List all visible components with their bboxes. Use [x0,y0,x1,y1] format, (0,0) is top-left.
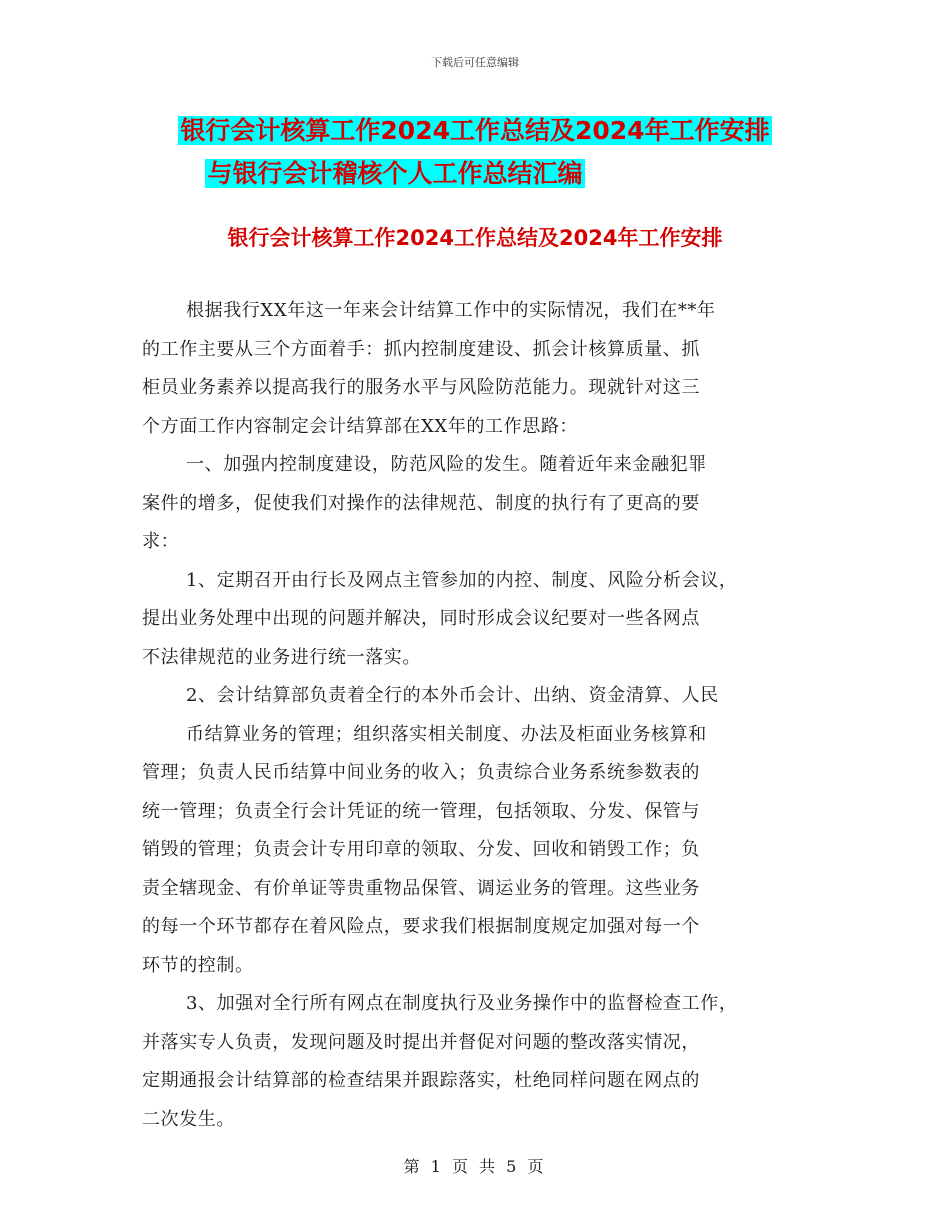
body-text [142,292,822,1139]
paragraph-line: 环节的控制。 [142,954,254,976]
paragraph-line: 销毁的管理；负责会计专用印章的领取、分发、回收和销毁工作；负 [142,839,700,860]
paragraph-line: 币结算业务的管理；组织落实相关制度、办法及柜面业务核算和 [186,723,707,745]
section-title: 银行会计核算工作2024工作总结及2024年工作安排 [227,226,723,250]
paragraph-line: 定期通报会计结算部的检查结果并跟踪落实，杜绝同样问题在网点的 [142,1070,700,1091]
paragraph-line: 求： [142,531,180,552]
paragraph-line: 1、定期召开由行长及网点主管参加的内控、制度、风险分析会议， [186,569,738,591]
header-note: 下载后可任意编辑 [431,56,519,69]
paragraph-line: 统一管理；负责全行会计凭证的统一管理，包括领取、分发、保管与 [142,800,700,822]
paragraph-line: 3、加强对全行所有网点在制度执行及业务操作中的监督检查工作， [186,993,738,1014]
paragraph-line: 不法律规范的业务进行统一落实。 [142,646,421,668]
document-title-line-2: 与银行会计稽核个人工作总结汇编 [207,159,583,188]
paragraph-line: 管理；负责人民币结算中间业务的收入；负责综合业务系统参数表的 [142,762,700,783]
paragraph-line: 根据我行XX年这一年来会计结算工作中的实际情况，我们在**年 [186,300,716,321]
paragraph-line: 案件的增多，促使我们对操作的法律规范、制度的执行有了更高的要 [142,492,700,514]
paragraph-line: 提出业务处理中出现的问题并解决，同时形成会议纪要对一些各网点 [142,608,700,629]
paragraph-line: 并落实专人负责，发现问题及时提出并督促对问题的整改落实情况， [142,1031,700,1053]
paragraph-line: 的每一个环节都存在着风险点，要求我们根据制度规定加强对每一个 [142,916,700,937]
paragraph-line: 2、会计结算部负责着全行的本外币会计、出纳、资金清算、人民 [186,685,719,706]
paragraph-line: 柜员业务素养以提高我行的服务水平与风险防范能力。现就针对这三 [142,377,700,398]
document-title-line-1: 银行会计核算工作2024工作总结及2024年工作安排 [180,116,770,145]
paragraph-line: 一、加强内控制度建设，防范风险的发生。随着近年来金融犯罪 [186,454,707,475]
paragraph-line: 二次发生。 [142,1108,235,1130]
page-footer: 第 1 页 共 5 页 [403,1157,547,1176]
paragraph-line: 的工作主要从三个方面着手：抓内控制度建设、抓会计核算质量、抓 [142,338,700,360]
paragraph-line: 个方面工作内容制定会计结算部在XX年的工作思路： [142,415,579,437]
paragraph-line: 责全辖现金、有价单证等贵重物品保管、调运业务的管理。这些业务 [142,877,700,899]
